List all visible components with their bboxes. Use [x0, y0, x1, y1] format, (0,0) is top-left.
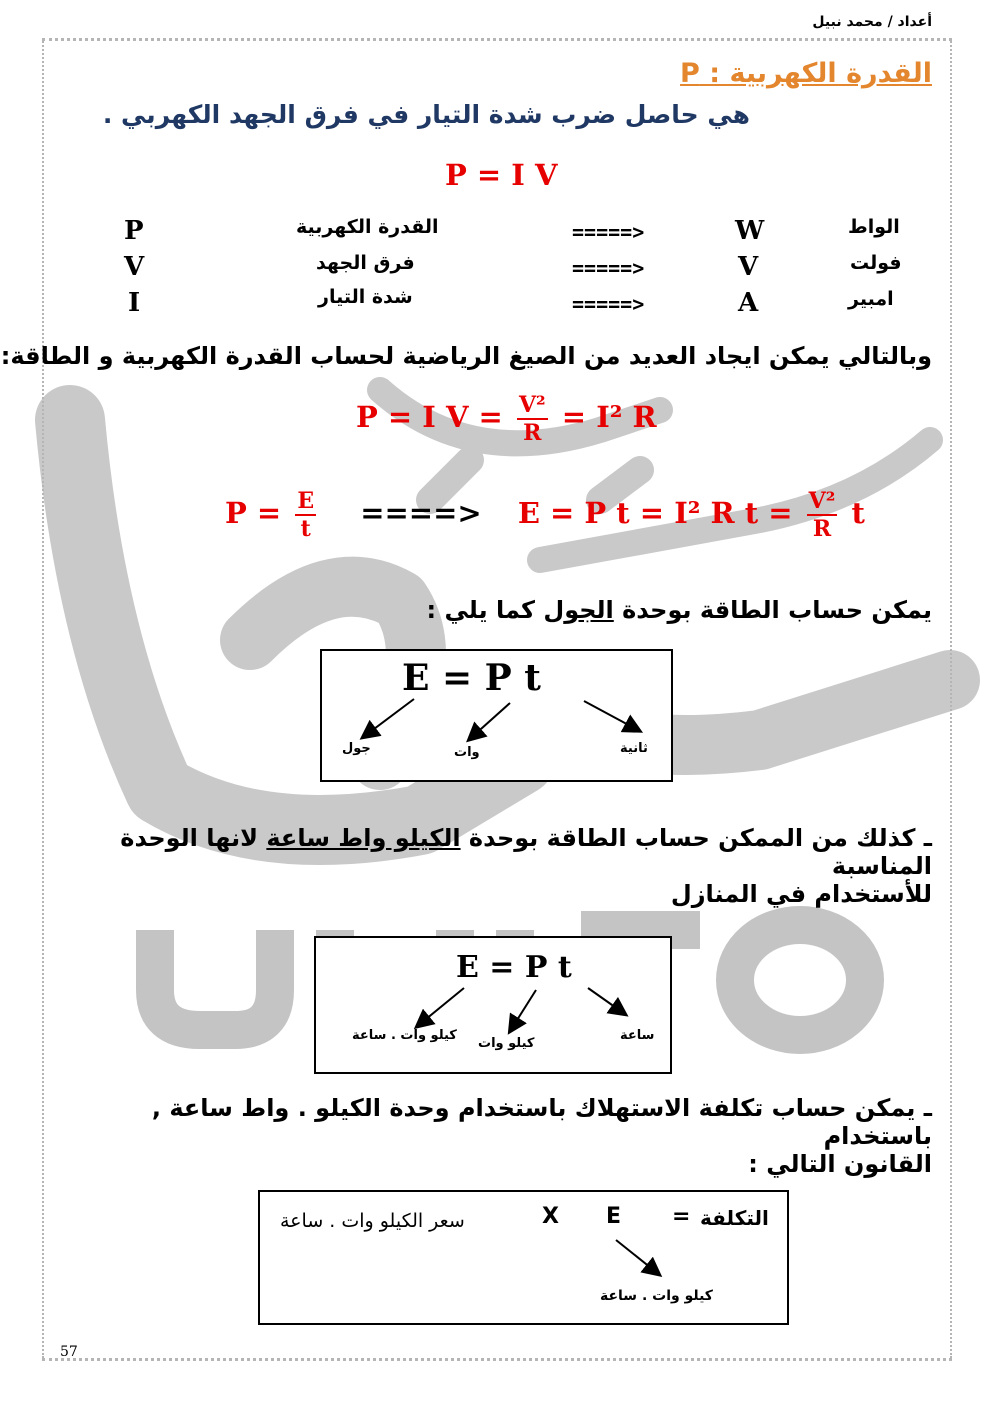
power-formula	[356, 392, 657, 446]
energy-formula	[225, 488, 865, 542]
fraction	[517, 392, 548, 446]
formulas-intro: وبالتالي يمكن ايجاد العديد من الصيغ الرياضية لحساب القدرة الكهربية و الطاقة:	[0, 342, 932, 370]
quantity-arrow: =====>	[572, 220, 645, 244]
unit-label: جول	[342, 741, 371, 756]
fraction-denominator: R	[523, 420, 542, 446]
unit-label: وات	[454, 745, 480, 760]
page-title: القدرة الكهربية : P	[680, 58, 932, 89]
multiply-sign: X	[542, 1204, 559, 1229]
definition-text: هي حاصل ضرب شدة التيار في فرق الجهد الكهربي .	[102, 100, 750, 129]
unit-label: كيلو وات	[478, 1036, 535, 1051]
cost-equation-box	[258, 1190, 789, 1325]
unit-symbol: A	[738, 288, 759, 318]
kwh-underlined: الكيلو واط ساعة	[266, 824, 461, 852]
joule-text-before: يمكن حساب الطاقة بوحدة	[622, 596, 932, 624]
unit-label: كيلو وات . ساعة	[352, 1028, 457, 1043]
page-number: 57	[60, 1344, 78, 1360]
formula-part: E = P t = I² R t =	[517, 496, 793, 530]
unit-name: فولت	[850, 252, 902, 274]
joule-equation-box	[320, 649, 673, 782]
kwh-equation-box	[314, 936, 672, 1074]
price-label: سعر الكيلو وات . ساعة	[280, 1210, 465, 1232]
quantity-arrow: =====>	[572, 256, 645, 280]
cost-line1: ـ يمكن حساب تكلفة الاستهلاك باستخدام وحدة الكيلو . واط ساعة , باستخدام	[151, 1094, 932, 1150]
fraction	[807, 488, 838, 542]
energy-symbol: E	[606, 1204, 622, 1229]
fraction-numerator: V²	[518, 392, 546, 418]
fraction-numerator: V²	[808, 488, 836, 514]
box-arrows	[322, 651, 671, 780]
kwh-prefix: ـ كذلك من الممكن حساب الطاقة بوحدة	[468, 824, 932, 852]
box-arrows	[316, 938, 670, 1072]
fraction-denominator: R	[812, 516, 832, 542]
joule-text-after: كما يلي :	[426, 596, 536, 624]
formula-part: = I² R	[561, 400, 657, 434]
page-border-bottom	[42, 1358, 952, 1361]
page-border-left	[42, 38, 44, 1358]
implies-arrow: ====>	[360, 496, 482, 530]
energy-unit-label: كيلو وات . ساعة	[600, 1288, 713, 1304]
kwh-suffix: لانها الوحدة المناسبة	[120, 824, 932, 880]
kwh-line2: للأستخدام في المنازل	[670, 880, 932, 908]
quantity-name: القدرة الكهربية	[296, 216, 439, 238]
formula-part: P = I V =	[356, 400, 503, 434]
joule-underlined: الجول	[543, 596, 614, 624]
equals-sign: =	[672, 1204, 691, 1229]
fraction	[295, 488, 316, 542]
unit-label: ساعة	[620, 1028, 655, 1043]
unit-symbol: V	[738, 252, 759, 282]
unit-symbol: W	[735, 216, 765, 246]
quantity-name: فرق الجهد	[316, 252, 415, 274]
box-equation: E = P t	[456, 950, 572, 985]
fraction-denominator: t	[300, 516, 311, 542]
quantity-symbol: V	[124, 252, 145, 282]
main-equation: P = I V	[445, 158, 558, 192]
unit-label: ثانية	[620, 741, 648, 756]
page-border-top	[42, 38, 952, 41]
cost-line2: القانون التالي :	[748, 1150, 932, 1178]
kwh-paragraph	[92, 824, 932, 908]
formula-part: t	[851, 496, 865, 530]
quantity-arrow: =====>	[572, 292, 645, 316]
quantity-name: شدة التيار	[318, 286, 413, 308]
formula-part: P =	[225, 496, 282, 530]
cost-label: التكلفة	[700, 1206, 769, 1230]
quantity-symbol: I	[128, 288, 141, 318]
cost-paragraph	[92, 1094, 932, 1178]
page-border-right	[950, 38, 952, 1358]
joule-heading	[427, 596, 932, 624]
box-equation: E = P t	[402, 657, 541, 699]
unit-name: الواط	[848, 216, 900, 238]
author-header: أعداد / محمد نبيل	[812, 14, 932, 30]
fraction-numerator: E	[297, 488, 315, 514]
quantity-symbol: P	[124, 216, 144, 246]
unit-name: امبير	[848, 288, 894, 310]
